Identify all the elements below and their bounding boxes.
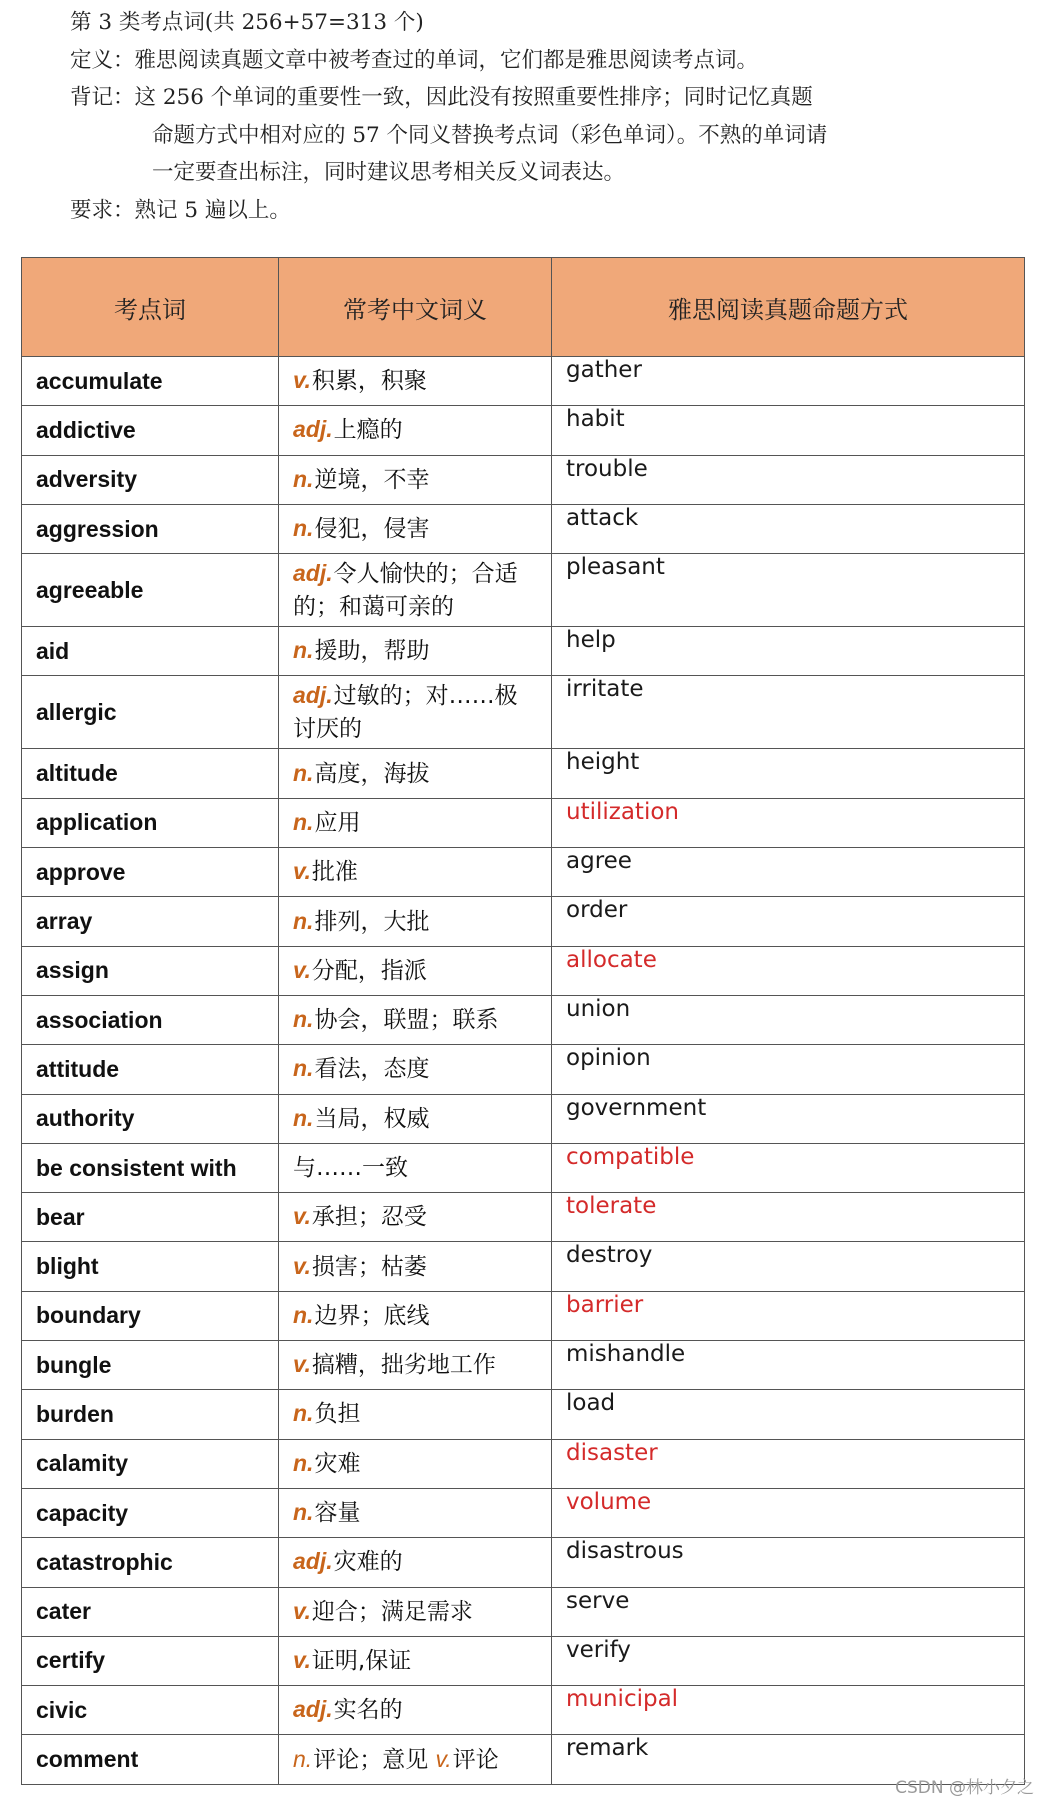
meaning-text: 证明,保证 [311,1647,412,1674]
table-row [22,1488,1025,1537]
synonym-cell: pleasant [552,554,1025,627]
table-row [22,1538,1025,1587]
intro-text [70,4,1030,229]
keyword-cell: civic [22,1686,279,1735]
meaning-text: 协会，联盟；联系 [314,1007,499,1034]
part-of-speech: n. [293,465,314,492]
part-of-speech: v. [293,1252,311,1279]
table-row [22,455,1025,504]
keyword-cell: authority [22,1094,279,1143]
meaning-cell [279,504,552,553]
meaning-text: 应用 [314,809,361,836]
part-of-speech: n. [293,1006,314,1033]
table-row [22,406,1025,455]
meaning-cell [279,455,552,504]
part-of-speech: v. [293,1646,311,1673]
table-row [22,749,1025,798]
table-row [22,1390,1025,1439]
meaning-text: 批准 [311,859,358,886]
table-row [22,1045,1025,1094]
meaning-text: 高度，海拔 [314,760,430,787]
meaning-text: 承担；忍受 [311,1204,427,1231]
keyword-cell: capacity [22,1488,279,1537]
table-body [22,357,1025,1785]
meaning-cell [279,995,552,1044]
table-row [22,1291,1025,1340]
meaning-cell [279,1242,552,1291]
keyword-cell: attitude [22,1045,279,1094]
part-of-speech: v. [293,1597,311,1624]
meaning-text: 过敏的；对……极讨厌的 [293,682,518,742]
synonym-cell: habit [552,406,1025,455]
meaning-cell [279,1488,552,1537]
keyword-cell: assign [22,946,279,995]
part-of-speech: adj. [293,681,333,708]
meaning-text: 排列，大批 [314,908,430,935]
synonym-cell: gather [552,357,1025,406]
header-meaning: 常考中文词义 [279,258,552,357]
watermark: CSDN @林小夕之 [895,1778,1034,1798]
part-of-speech: n. [293,1055,314,1082]
meaning-text: 容量 [314,1500,361,1527]
table-row [22,1242,1025,1291]
table-row [22,1193,1025,1242]
table-row [22,946,1025,995]
keyword-cell: cater [22,1587,279,1636]
keyword-cell: addictive [22,406,279,455]
header-keyword: 考点词 [22,258,279,357]
keyword-cell: association [22,995,279,1044]
meaning-cell [279,1390,552,1439]
synonym-cell: order [552,897,1025,946]
table-row [22,627,1025,676]
table-row [22,676,1025,749]
meaning-text: 侵犯，侵害 [314,516,430,543]
meaning-text: 与……一致 [293,1154,408,1181]
meaning-text: 看法，态度 [314,1056,430,1083]
table-row [22,897,1025,946]
keyword-cell: blight [22,1242,279,1291]
memorize-text-3: 一定要查出标注，同时建议思考相关反义词表达。 [152,160,626,185]
keyword-cell: boundary [22,1291,279,1340]
synonym-cell: destroy [552,1242,1025,1291]
meaning-text: 逆境，不幸 [314,466,430,493]
header-question-style: 雅思阅读真题命题方式 [552,258,1025,357]
part-of-speech: v. [293,1351,311,1378]
part-of-speech: n. [293,808,314,835]
table-row [22,1636,1025,1685]
requirement-text: 要求：熟记 5 遍以上。 [70,197,291,223]
table-row [22,1341,1025,1390]
synonym-cell-highlighted: municipal [552,1686,1025,1735]
synonym-cell: height [552,749,1025,798]
meaning-text: 积累，积聚 [311,368,427,395]
table-row [22,1143,1025,1192]
synonym-cell: verify [552,1636,1025,1685]
meaning-text: 评论 [452,1746,499,1773]
table-header-row [22,258,1025,357]
meaning-text: 损害；枯萎 [311,1253,427,1280]
keyword-cell: bungle [22,1341,279,1390]
meaning-cell [279,1094,552,1143]
part-of-speech: n. [293,1499,314,1526]
meaning-cell [279,1439,552,1488]
meaning-cell [279,798,552,847]
keyword-cell: aid [22,627,279,676]
meaning-text: 边界；底线 [314,1302,430,1329]
part-of-speech: v. [293,367,311,394]
table-row [22,1587,1025,1636]
synonym-cell: help [552,627,1025,676]
synonym-cell: attack [552,504,1025,553]
part-of-speech: adj. [293,559,333,586]
meaning-text: 上瘾的 [333,417,403,444]
synonym-cell-highlighted: barrier [552,1291,1025,1340]
meaning-cell [279,749,552,798]
keyword-cell: aggression [22,504,279,553]
synonym-cell-highlighted: compatible [552,1143,1025,1192]
meaning-cell [279,1686,552,1735]
synonym-cell: serve [552,1587,1025,1636]
keyword-cell: altitude [22,749,279,798]
synonym-cell: disastrous [552,1538,1025,1587]
meaning-cell [279,848,552,897]
meaning-cell [279,946,552,995]
part-of-speech: n. [293,515,314,542]
keyword-cell: catastrophic [22,1538,279,1587]
part-of-speech: adj. [293,1548,333,1575]
part-of-speech: n. [293,1449,314,1476]
synonym-cell: agree [552,848,1025,897]
keyword-cell: be consistent with [22,1143,279,1192]
synonym-cell-highlighted: disaster [552,1439,1025,1488]
meaning-cell [279,1587,552,1636]
memorize-text-2: 命题方式中相对应的 57 个同义替换考点词（彩色单词）。不熟的单词请 [152,122,828,148]
synonym-cell: irritate [552,676,1025,749]
meaning-text: 负担 [314,1401,361,1428]
synonym-cell-highlighted: utilization [552,798,1025,847]
table-row [22,1686,1025,1735]
meaning-cell [279,1735,552,1784]
meaning-cell [279,1636,552,1685]
part-of-speech: n. [293,1400,314,1427]
synonym-cell: mishandle [552,1341,1025,1390]
synonym-cell: load [552,1390,1025,1439]
meaning-cell [279,357,552,406]
meaning-cell [279,406,552,455]
part-of-speech: v. [435,1745,452,1772]
meaning-text: 搞糟，拙劣地工作 [311,1352,496,1379]
meaning-cell [279,627,552,676]
keyword-cell: accumulate [22,357,279,406]
keyword-cell: calamity [22,1439,279,1488]
synonym-cell: opinion [552,1045,1025,1094]
part-of-speech: n. [293,1301,314,1328]
part-of-speech: n. [293,637,314,664]
meaning-text: 灾难的 [333,1549,403,1576]
meaning-text: 援助，帮助 [314,638,430,665]
meaning-text: 当局，权威 [314,1105,430,1132]
keyword-cell: array [22,897,279,946]
part-of-speech: n. [293,1104,314,1131]
meaning-text: 实名的 [333,1697,403,1724]
table-row [22,554,1025,627]
part-of-speech: n. [293,1745,313,1772]
keyword-cell: allergic [22,676,279,749]
table-row [22,357,1025,406]
meaning-cell [279,676,552,749]
part-of-speech: n. [293,907,314,934]
meaning-cell [279,1341,552,1390]
meaning-cell [279,1193,552,1242]
synonym-cell: trouble [552,455,1025,504]
part-of-speech: v. [293,858,311,885]
synonym-cell-highlighted: volume [552,1488,1025,1537]
definition-text: 定义：雅思阅读真题文章中被考查过的单词，它们都是雅思阅读考点词。 [70,47,759,73]
synonym-cell: union [552,995,1025,1044]
table-row [22,504,1025,553]
table-row [22,1439,1025,1488]
keyword-cell: agreeable [22,554,279,627]
keyword-cell: certify [22,1636,279,1685]
memorize-text-1: 背记：这 256 个单词的重要性一致，因此没有按照重要性排序；同时记忆真题 [70,85,813,110]
table-row [22,798,1025,847]
section-title: 第 3 类考点词(共 256+57=313 个) [70,10,424,35]
keyword-cell: adversity [22,455,279,504]
vocabulary-table [21,257,1025,1785]
part-of-speech: adj. [293,1696,333,1723]
meaning-cell [279,1045,552,1094]
synonym-cell: remark [552,1735,1025,1784]
synonym-cell-highlighted: tolerate [552,1193,1025,1242]
meaning-text: 分配，指派 [311,957,427,984]
keyword-cell: application [22,798,279,847]
part-of-speech: v. [293,1203,311,1230]
meaning-cell [279,1143,552,1192]
synonym-cell: government [552,1094,1025,1143]
meaning-text: 评论；意见 [313,1746,429,1773]
table-row [22,1735,1025,1784]
meaning-text: 令人愉快的；合适的；和蔼可亲的 [293,560,518,620]
synonym-cell-highlighted: allocate [552,946,1025,995]
table-row [22,1094,1025,1143]
meaning-cell [279,1538,552,1587]
part-of-speech: v. [293,956,311,983]
meaning-cell [279,1291,552,1340]
meaning-text: 灾难 [314,1450,361,1477]
part-of-speech: n. [293,759,314,786]
keyword-cell: approve [22,848,279,897]
meaning-text: 迎合；满足需求 [311,1598,473,1625]
part-of-speech: adj. [293,416,333,443]
keyword-cell: comment [22,1735,279,1784]
keyword-cell: burden [22,1390,279,1439]
keyword-cell: bear [22,1193,279,1242]
table-row [22,995,1025,1044]
meaning-cell [279,897,552,946]
meaning-cell [279,554,552,627]
table-row [22,848,1025,897]
